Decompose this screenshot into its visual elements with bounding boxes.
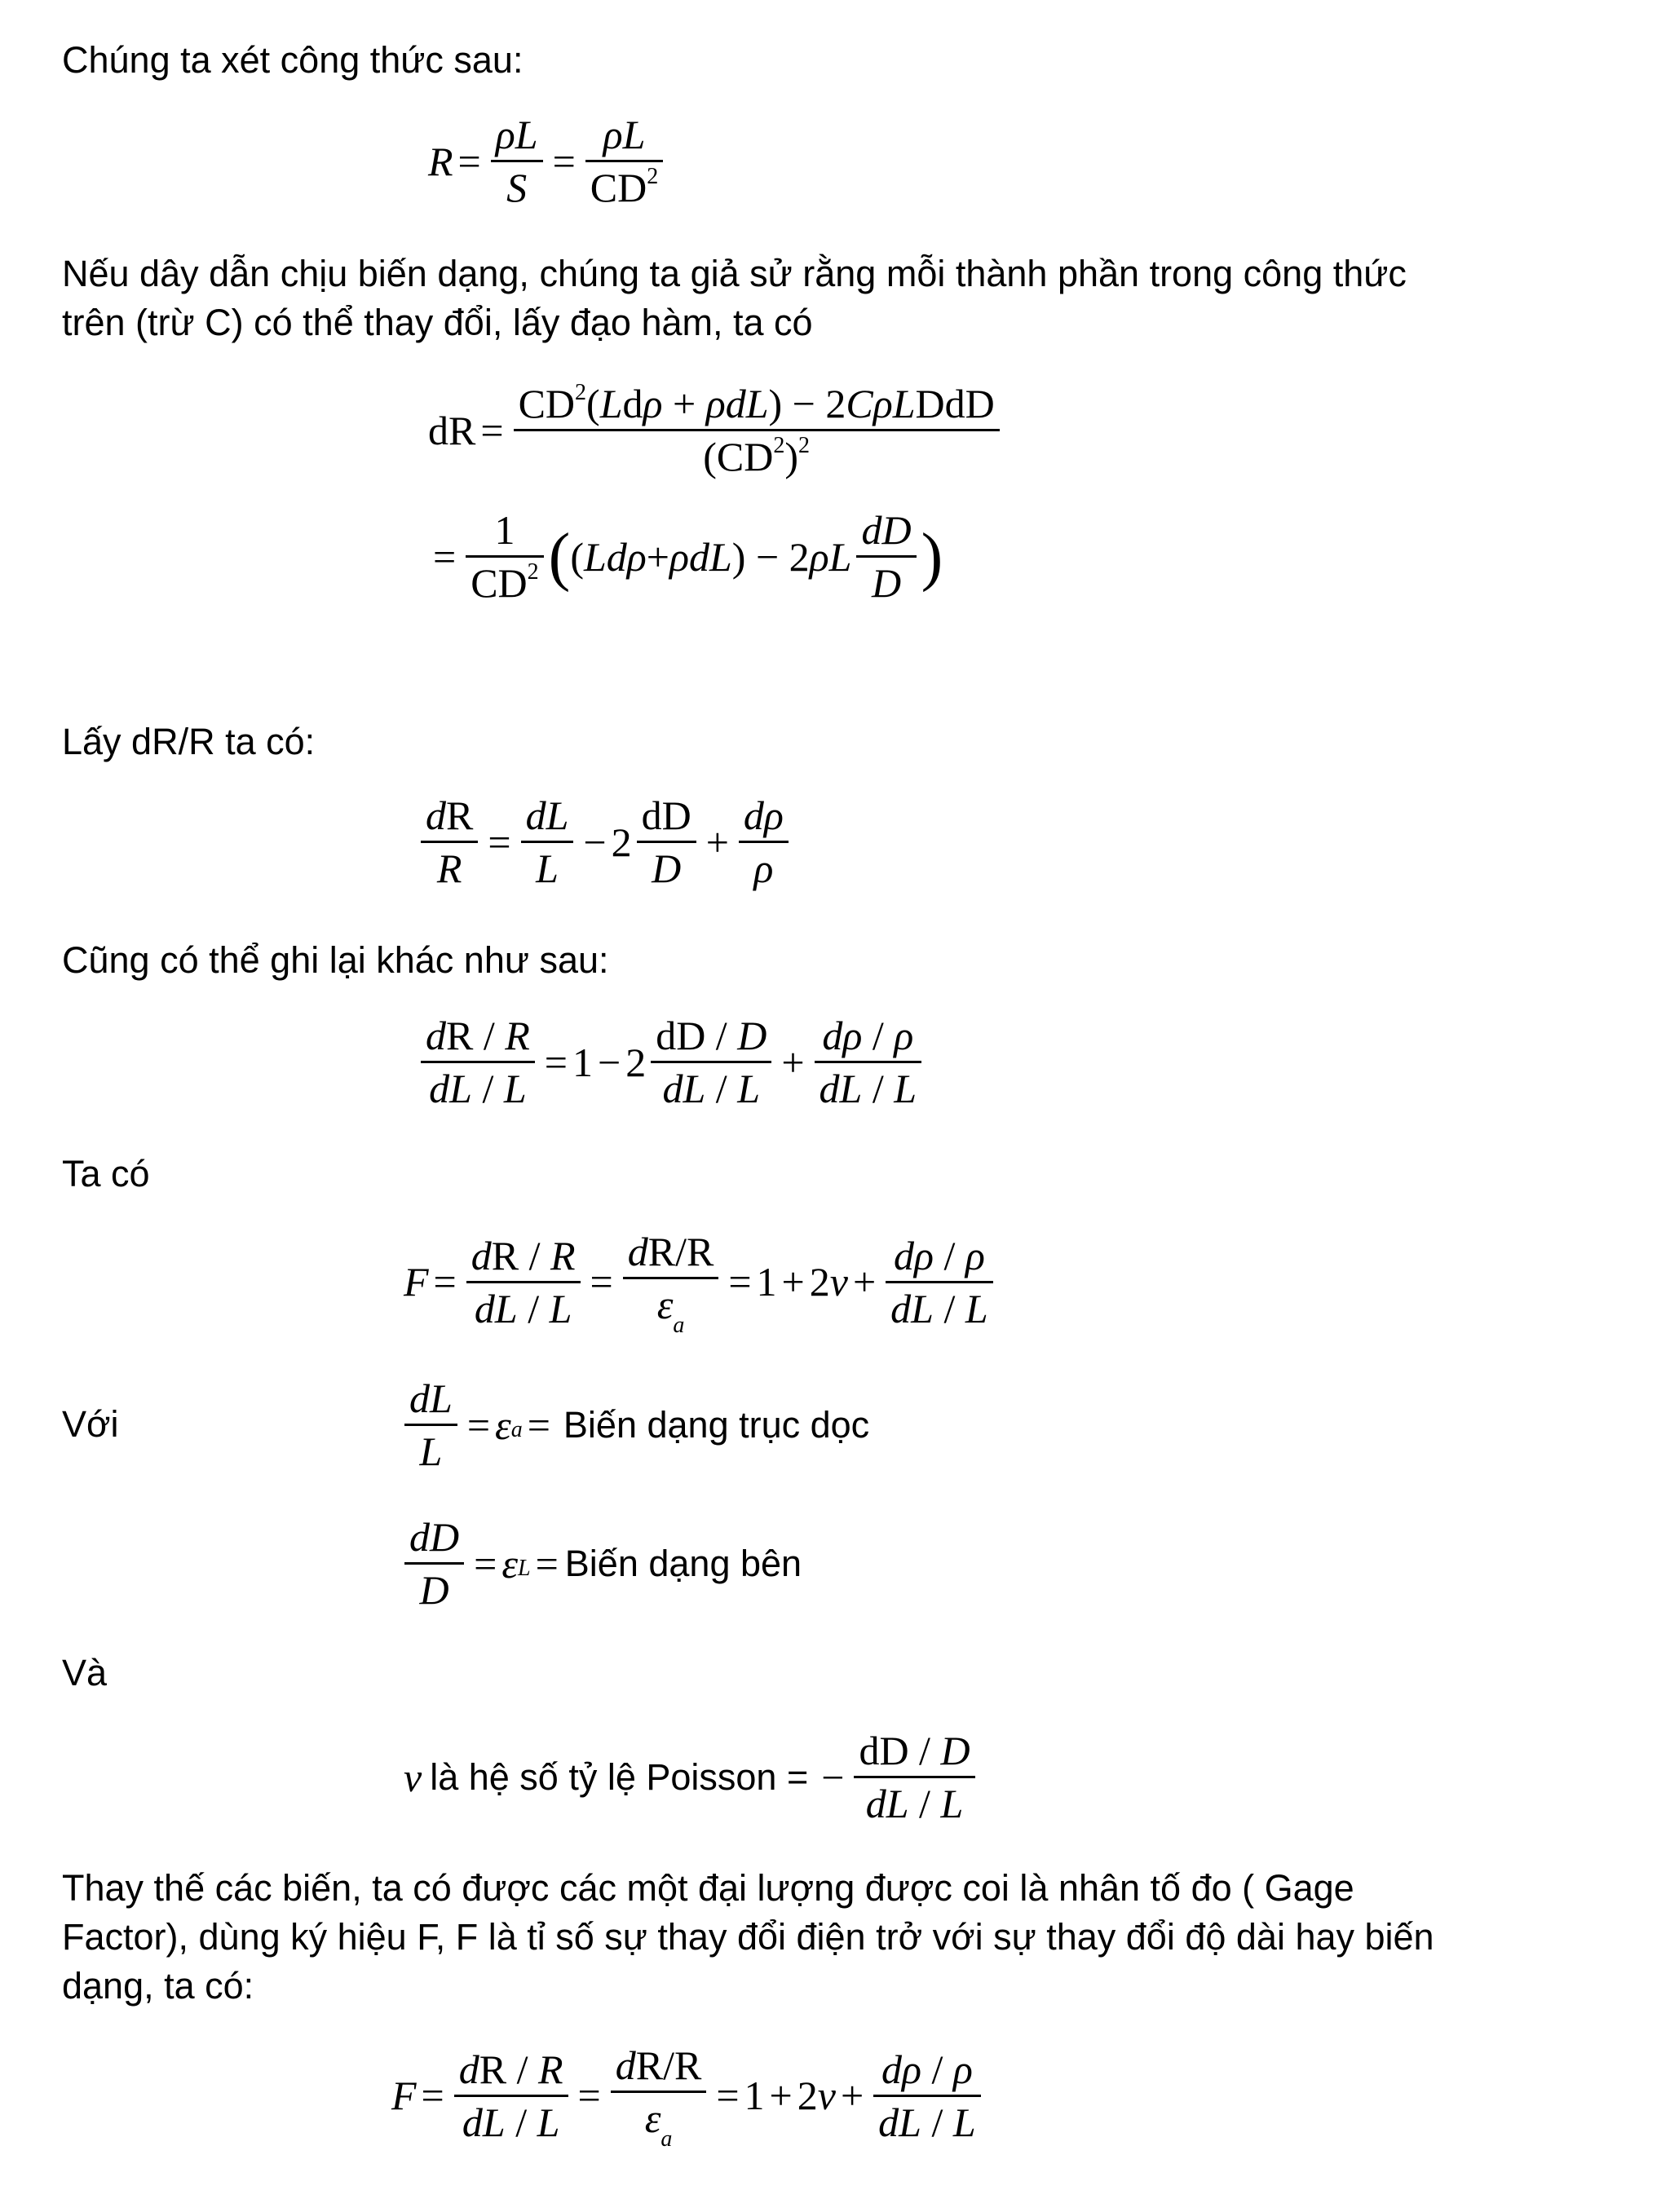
para-gage-line-1: Thay thế các biến, ta có được các một đại lượng được coi là nhân tố đo ( Gage (62, 1867, 1354, 1909)
equation-rewritten: $\frac{dR / R}{dL / L}$ = 1 − 2 $\frac{dD / D}{dL / L}$ + $\frac{d\rho / \rho}{dL / L}$ (416, 1015, 926, 1109)
equation-resistance: R = $\frac{\rho L}{S}$ = $\frac{\rho L}{CD^2}$ (428, 114, 668, 208)
equation-gage-factor-final: F = $\frac{dR / R}{dL / L}$ = $\frac{dR/R}{\varepsilon_a}$ = 1 + 2 ν + $\frac{d\rho / \rho}{dL / L}$ (391, 2045, 986, 2146)
equation-poisson: ν là hệ số tỷ lệ Poisson = − $\frac{dD / D}{dL / L}$ (404, 1730, 980, 1824)
para-gage-line-2: Factor), dùng ký hiệu F, F là tỉ số sự thay đổi điện trở với sự thay đổi độ dài hay biến (62, 1916, 1434, 1958)
equation-axial-strain: $\frac{dL}{L}$ = ε a = Biến dạng trục dọc (400, 1378, 877, 1472)
lateral-strain-label: Biến dạng bên (564, 1543, 802, 1584)
take-ratio-text: Lấy dR/R ta có: (62, 721, 316, 762)
with-text: Với (62, 1403, 119, 1445)
equation-derivative-simplified: = $\frac{1}{CD^2}$ ( ( Ldρ + ρdL ) − 2 ρL $\frac{dD}{D}$ ) (433, 507, 943, 606)
we-have-text: Ta có (62, 1153, 150, 1194)
equation-lateral-strain: $\frac{dD}{D}$ = ε L = Biến dạng bên (400, 1517, 810, 1610)
equation-derivative: d R = $\frac{CD^2(Ld\rho + \rho dL) - 2C\rho LDdD}{(CD^2)^2}$ (428, 383, 1005, 477)
intro-text: Chúng ta xét công thức sau: (62, 39, 524, 81)
equation-relative-change: $\frac{dR}{R}$ = $\frac{dL}{L}$ − 2 $\frac{dD}{D}$ + $\frac{d\rho}{\rho}$ (416, 795, 793, 889)
equation-gage-factor: F = $\frac{dR / R}{dL / L}$ = $\frac{dR/R}{\varepsilon_a}$ = 1 + 2 ν + $\frac{d\rho / \rho}{dL / L}$ (404, 1231, 998, 1332)
para-deformation-line-2: trên (trừ C) có thể thay đổi, lấy đạo hàm, ta có (62, 302, 813, 343)
para-gage-line-3: dạng, ta có: (62, 1965, 254, 2007)
and-text: Và (62, 1652, 108, 1693)
poisson-label: là hệ số tỷ lệ Poisson = (430, 1756, 809, 1798)
para-deformation-line-1: Nếu dây dẫn chịu biến dạng, chúng ta giả sử rằng mỗi thành phần trong công thức (62, 253, 1407, 294)
axial-strain-label: Biến dạng trục dọc (563, 1404, 870, 1446)
rewrite-text: Cũng có thể ghi lại khác như sau: (62, 939, 609, 981)
